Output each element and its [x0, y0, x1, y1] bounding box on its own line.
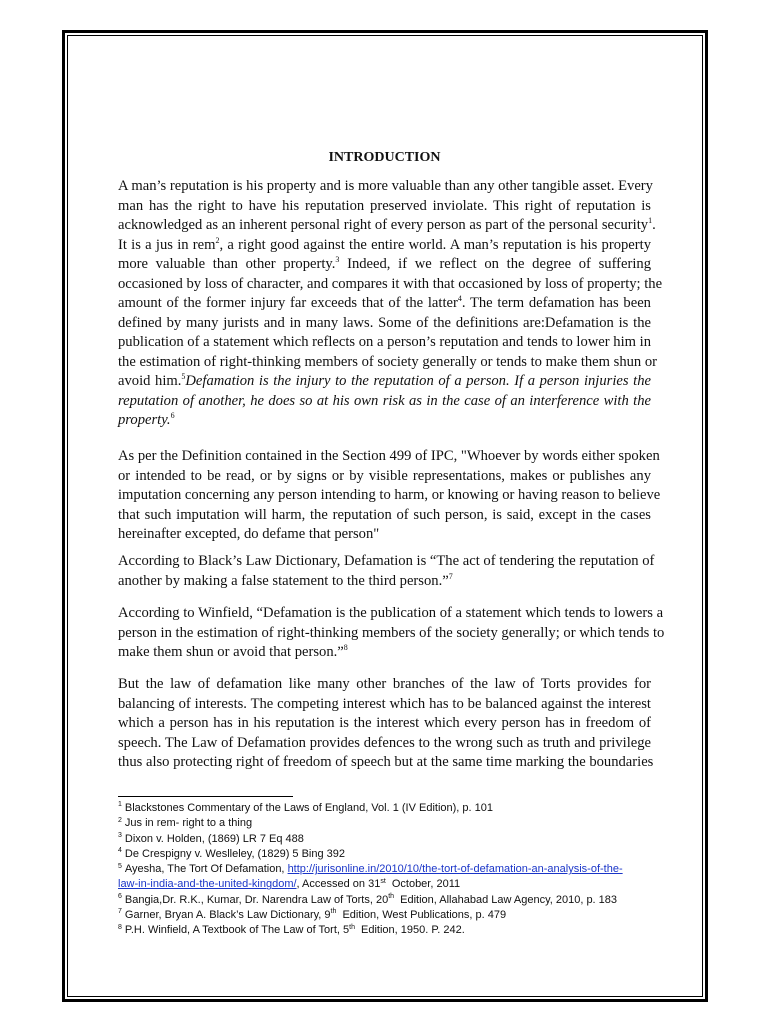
text-line — [118, 392, 651, 412]
text-run: which a person has in his reputation is the interest which every person has in freedom of — [118, 715, 651, 731]
text-run: amount of the former injury far exceeds that of the latter — [118, 295, 458, 311]
paragraph — [118, 604, 665, 663]
text-line — [118, 255, 651, 275]
footnote-marker: st — [380, 877, 386, 885]
footnote-separator — [118, 796, 293, 797]
text-run: , Accessed on 31 — [296, 878, 381, 891]
footnote-marker: 7 — [448, 571, 453, 581]
text-line — [118, 714, 651, 734]
paragraph — [118, 447, 661, 545]
text-line — [118, 372, 651, 392]
text-run: Bangia,Dr. R.K., Kumar, Dr. Narendra Law of Torts, 20 — [124, 893, 389, 906]
footnote-number: 6 — [118, 893, 122, 901]
text-line — [118, 525, 651, 545]
text-run: Jus in rem- right to a thing — [124, 817, 253, 830]
text-run: defined by many jurists and in many laws. Some of the definitions are:Defamation is the — [118, 314, 651, 331]
footnote-marker: 4 — [457, 294, 462, 304]
footnote — [118, 862, 678, 877]
text-run: hereinafter excepted, do defame that person" — [118, 526, 380, 542]
text-run: Blackstones Commentary of the Laws of England, Vol. 1 (IV Edition), p. 101 — [124, 802, 493, 814]
text-run: the estimation of right-thinking members of society generally or tends to make them shun or — [118, 353, 658, 370]
text-run: imputation concerning any person intending to harm, or knowing or having reason to believe — [118, 487, 661, 503]
text-run: But the law of defamation like many other branches of the law of Torts provides for — [118, 676, 651, 692]
text-run: avoid him. — [118, 373, 182, 389]
text-run: or intended to be read, or by signs or by visible representations, makes or publishes any — [118, 467, 651, 484]
text-line — [118, 506, 651, 526]
text-line — [118, 314, 651, 334]
text-run: According to Winfield, “Defamation is the publication of a statement which tends to lowers a — [118, 605, 664, 621]
text-run: . The term defamation has been — [461, 295, 651, 311]
footnote — [118, 801, 678, 816]
text-run: Garner, Bryan A. Black’s Law Dictionary, 9 — [124, 909, 331, 922]
text-run: thus also protecting right of freedom of speech but at the same time marking the boundaries — [118, 754, 654, 770]
footnote — [118, 893, 678, 908]
text-run: According to Black’s Law Dictionary, Defamation is “The act of tendering the reputation of — [118, 553, 655, 569]
text-line — [118, 486, 661, 506]
footnote-number: 2 — [118, 816, 122, 824]
footnote-marker: th — [388, 893, 395, 901]
text-run: P.H. Winfield, A Textbook of The Law of Tort, 5 — [124, 924, 350, 937]
footnote — [118, 908, 678, 923]
footnote-link[interactable]: http://jurisonline.in/2010/10/the-tort-of-defamation-an-analysis-of-the- — [287, 863, 623, 876]
text-line — [118, 753, 654, 773]
text-run: person in the estimation of right-thinking members of the society generally; or which tends to — [118, 624, 665, 641]
footnotes — [118, 801, 678, 939]
text-run: reputation of another, he does so at his own risk as in the case of an interference with the — [118, 392, 651, 409]
text-line — [118, 333, 651, 353]
text-line — [118, 294, 651, 314]
footnote — [118, 847, 678, 862]
text-line — [118, 467, 651, 487]
text-run: . — [652, 217, 656, 233]
text-line — [118, 643, 651, 663]
footnote-link[interactable]: law-in-india-and-the-united-kingdom/ — [118, 878, 297, 891]
text-run: publication of a statement which reflects on a person’s reputation and tends to lower him in — [118, 334, 651, 350]
paragraph — [118, 675, 654, 773]
text-run: speech. The Law of Defamation provides defences to the wrong such as truth and privilege — [118, 734, 651, 751]
text-run: A man’s reputation is his property and is more valuable than any other tangible asset. Every — [118, 178, 653, 194]
text-run: man has the right to have his reputation preserved inviolate. This right of reputation is — [118, 197, 651, 214]
footnote-marker: 8 — [343, 643, 348, 653]
text-run: Edition, Allahabad Law Agency, 2010, p. 183 — [397, 893, 618, 906]
footnote-marker: 2 — [215, 235, 220, 245]
footnote-marker: th — [349, 923, 355, 931]
text-line — [118, 275, 663, 295]
text-line — [118, 734, 651, 754]
text-line — [118, 604, 664, 624]
page-title: INTRODUCTION — [328, 150, 441, 165]
text-line — [118, 216, 656, 236]
paragraph — [118, 552, 655, 591]
footnote-number: 7 — [118, 908, 122, 916]
paragraph — [118, 177, 663, 431]
text-line — [118, 675, 651, 695]
text-run: make them shun or avoid that person.” — [118, 644, 344, 660]
text-run: occasioned by loss of character, and compares it with that occasioned by loss of property; the — [118, 275, 663, 292]
footnote-number: 3 — [118, 831, 122, 839]
text-run: property. — [118, 412, 171, 428]
footnote-marker: 5 — [181, 372, 186, 382]
text-line — [118, 411, 651, 431]
text-run: October, 2011 — [388, 878, 461, 891]
text-line — [118, 572, 651, 592]
text-line — [118, 624, 665, 644]
footnote — [118, 816, 678, 831]
footnote-marker: 1 — [648, 216, 653, 226]
text-run: Ayesha, The Tort Of Defamation, — [124, 863, 288, 876]
text-run: another by making a false statement to the third person.” — [118, 572, 449, 589]
text-line — [118, 177, 651, 197]
footnote-number: 4 — [118, 847, 122, 855]
text-run: De Crespigny v. Weslleley, (1829) 5 Bing 392 — [124, 847, 346, 860]
footnote-marker: 3 — [335, 255, 340, 265]
text-run: balancing of interests. The competing interest which has to be balanced against the interest — [118, 695, 651, 712]
text-run: Dixon v. Holden, (1869) LR 7 Eq 488 — [124, 832, 304, 845]
footnote — [118, 923, 678, 938]
text-line — [118, 447, 660, 467]
text-run: that such imputation will harm, the reputation of such person, is said, except in the cases — [118, 506, 651, 523]
text-run: acknowledged as an inherent personal right of every person as part of the personal security — [118, 217, 649, 233]
text-line — [118, 197, 651, 217]
footnote — [118, 832, 678, 847]
text-run: It is a jus in rem — [118, 236, 216, 253]
text-run: Edition, West Publications, p. 479 — [339, 909, 507, 922]
text-line — [118, 353, 658, 373]
text-run: As per the Definition contained in the Section 499 of IPC, "Whoever by words either spoken — [118, 448, 660, 464]
text-line — [118, 695, 651, 715]
text-line — [118, 552, 655, 572]
text-run: Edition, 1950. P. 242. — [357, 924, 465, 937]
footnote-number: 5 — [118, 862, 122, 870]
text-run: more valuable than other property. — [118, 256, 336, 272]
footnote-marker: 6 — [170, 411, 175, 421]
text-run: Defamation is the injury to the reputation of a person. If a person injuries the — [185, 373, 651, 389]
footnote-number: 8 — [118, 923, 122, 931]
text-run: , a right good against the entire world. A man’s reputation is his property — [219, 236, 651, 253]
footnote-marker: th — [330, 908, 337, 916]
footnote-number: 1 — [118, 801, 122, 809]
text-line — [118, 236, 651, 256]
footnote — [118, 877, 678, 892]
text-run: Indeed, if we reflect on the degree of suffering — [339, 256, 652, 272]
